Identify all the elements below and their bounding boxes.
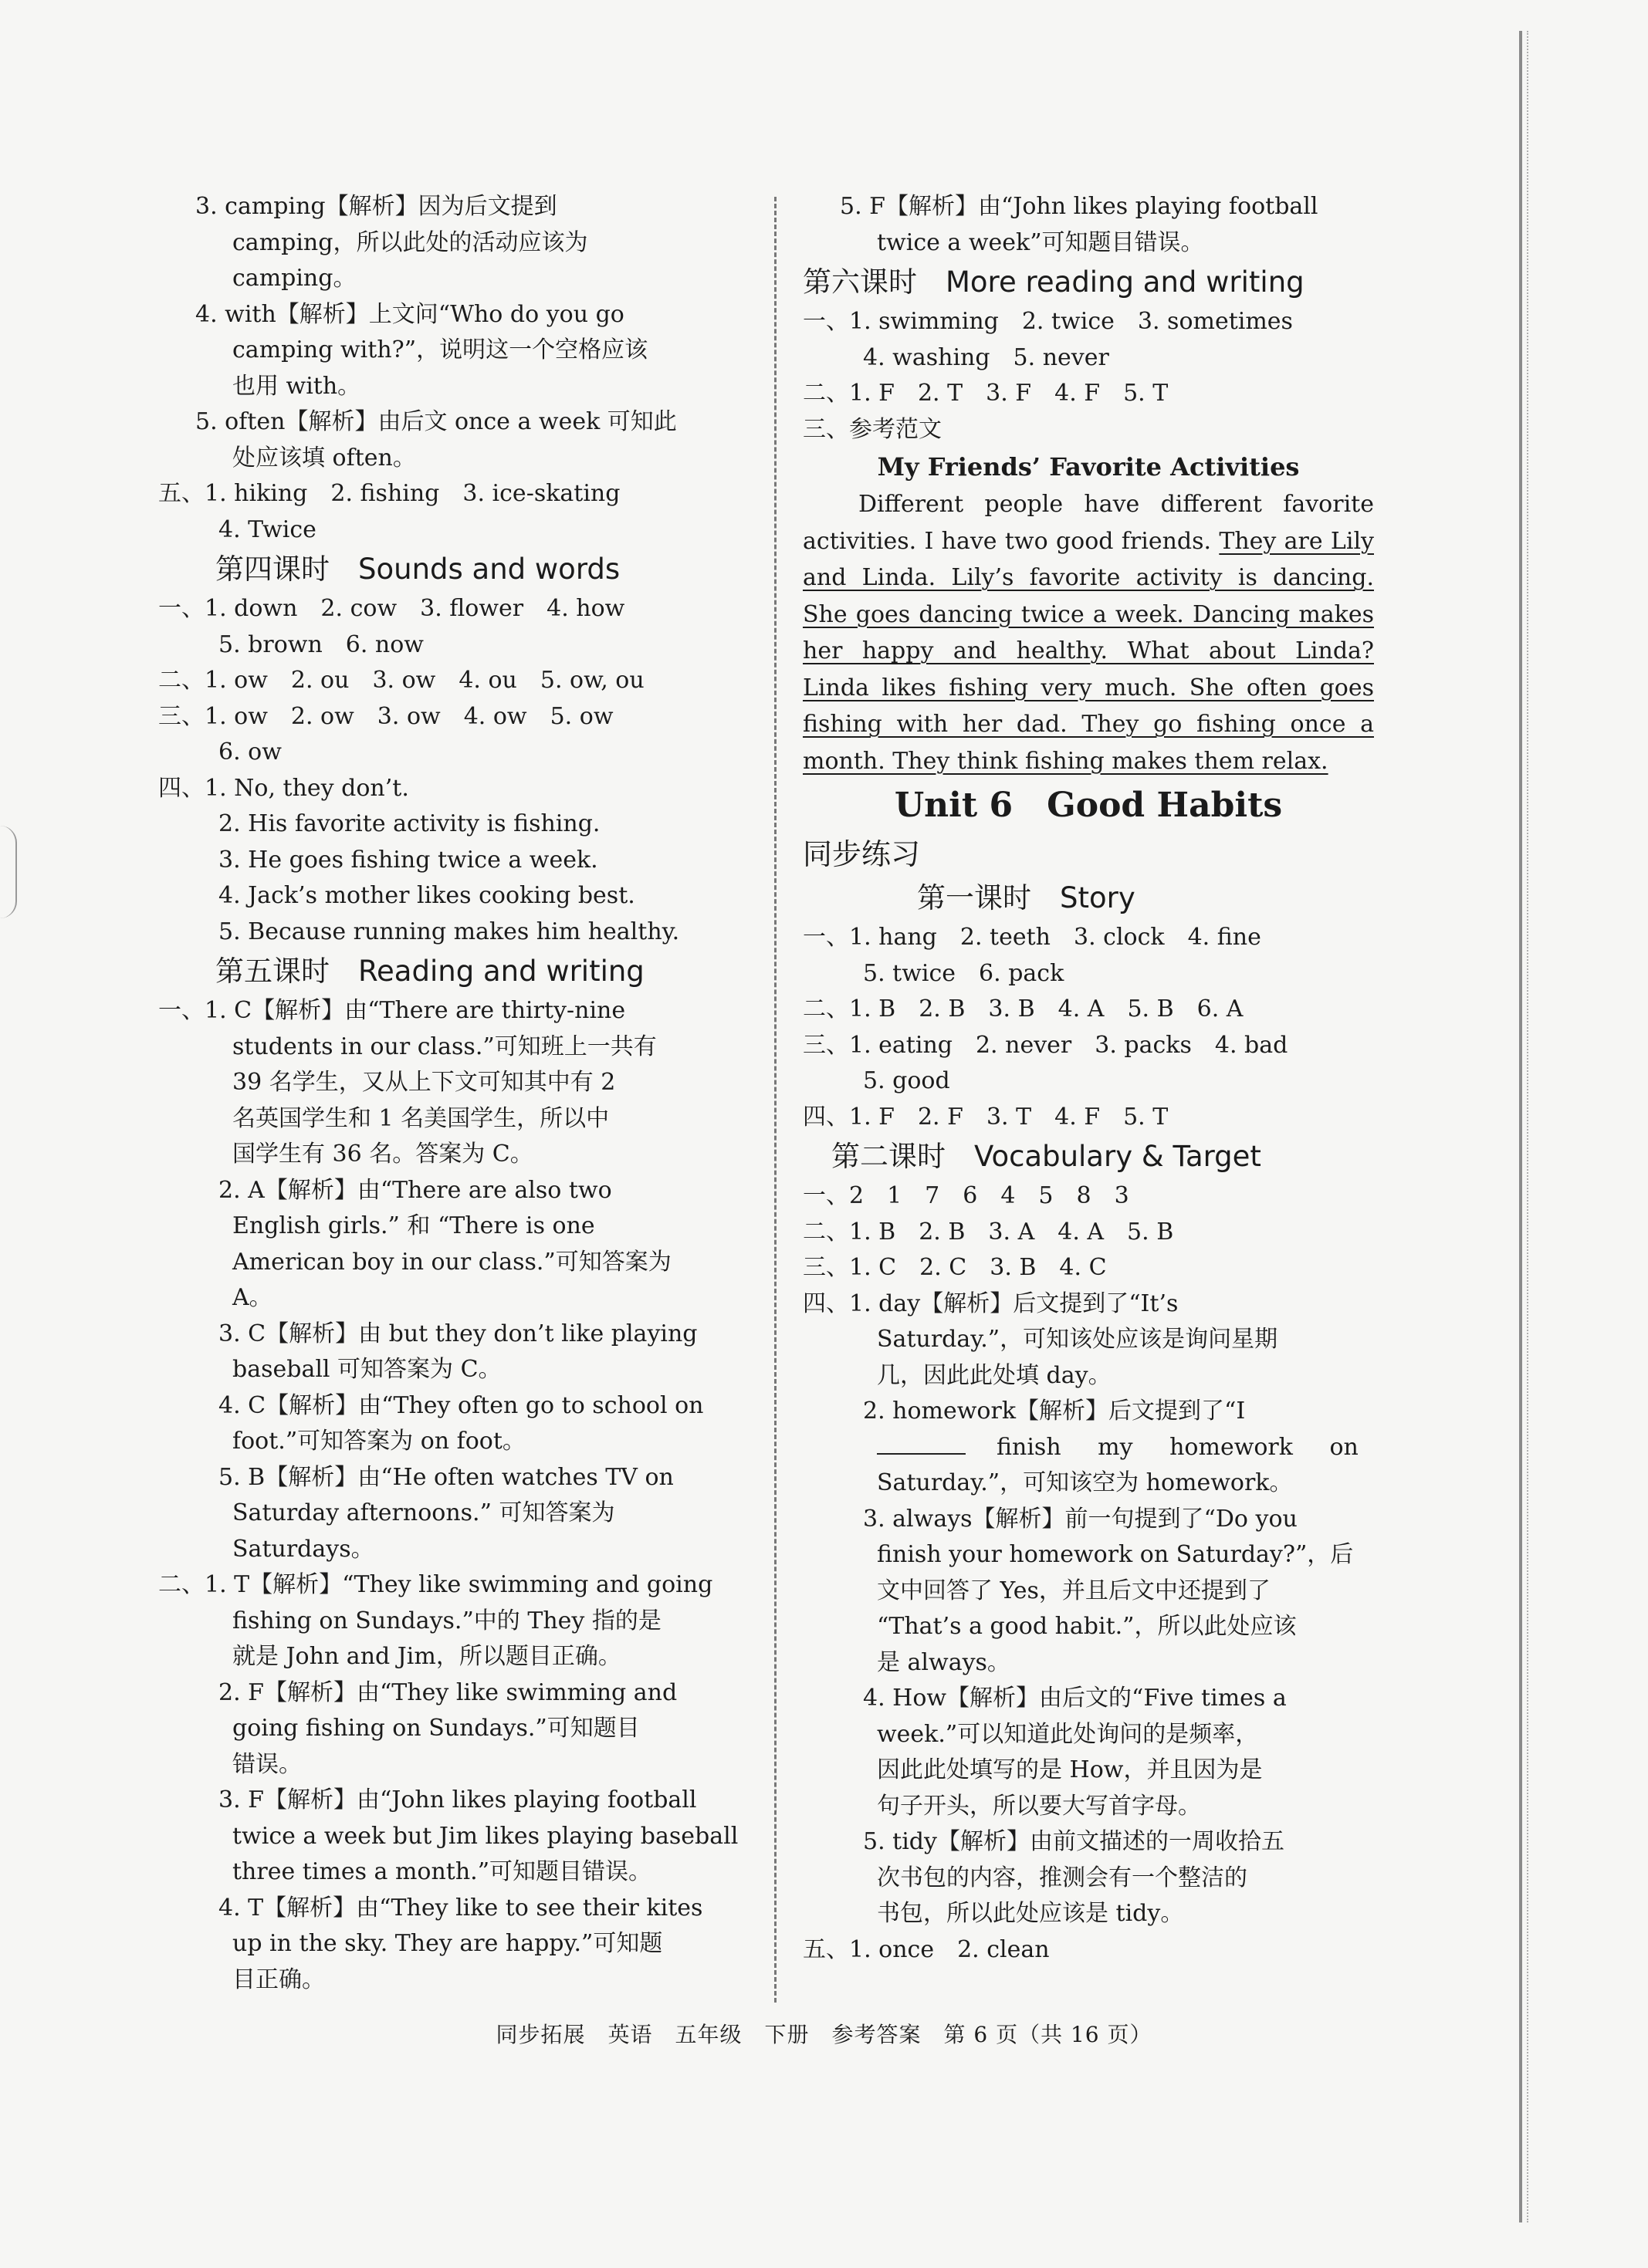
answer-line: 就是 John and Jim，所以题目正确。 [232, 1643, 621, 1670]
answer-line: students in our class.”可知班上一共有 [232, 1033, 657, 1060]
lesson-heading: 第六课时 More reading and writing [803, 265, 1305, 299]
answer-line: 也用 with。 [232, 372, 361, 400]
answer-line: 4. T【解析】由“They like to see their kites [195, 1894, 703, 1922]
answer-text: finish my homework on [997, 1433, 1359, 1461]
answer-line: 五、1. once 2. clean [803, 1935, 1050, 1963]
answer-line: 3. camping【解析】因为后文提到 [195, 193, 557, 220]
answer-line: 6. ow [195, 739, 282, 766]
answer-line: 5. F【解析】由“John likes playing football [840, 193, 1318, 220]
lesson-heading: 第五课时 Reading and writing [158, 955, 645, 988]
answer-line: 4. How【解析】由后文的“Five times a [840, 1685, 1287, 1712]
answer-line: 三、1. eating 2. never 3. packs 4. bad [803, 1031, 1288, 1059]
answer-line: 二、1. T【解析】“They like swimming and going [158, 1571, 713, 1598]
page-edge-dots [1527, 31, 1528, 2222]
answer-line: 39 名学生，又从上下文可知其中有 2 [232, 1069, 616, 1096]
answer-line: 五、1. hiking 2. fishing 3. ice-skating [158, 480, 621, 507]
answer-line: 错误。 [232, 1750, 302, 1778]
answer-line: 处应该填 often。 [232, 444, 416, 472]
page-footer: 同步拓展 英语 五年级 下册 参考答案 第 6 页（共 16 页） [496, 2022, 1152, 2047]
answer-line: baseball 可知答案为 C。 [232, 1356, 502, 1383]
answer-line: 名英国学生和 1 名美国学生，所以中 [232, 1104, 610, 1132]
answer-line: going fishing on Sundays.”可知题目 [232, 1715, 640, 1742]
section-subhead: 同步练习 [803, 837, 921, 871]
answer-line: 5. tidy【解析】由前文描述的一周收拾五 [840, 1828, 1284, 1855]
answer-line: foot.”可知答案为 on foot。 [232, 1428, 526, 1455]
unit-title: Unit 6 Good Habits [894, 786, 1283, 825]
right-top-block [803, 189, 1374, 448]
answer-line: 2. His favorite activity is fishing. [195, 810, 601, 837]
answer-line: up in the sky. They are happy.”可知题 [232, 1930, 663, 1957]
answer-line: 一、2 1 7 6 4 5 8 3 [803, 1182, 1129, 1209]
answer-line: 次书包的内容，推测会有一个整洁的 [877, 1864, 1247, 1891]
answer-line: 一、1. C【解析】由“There are thirty-nine [158, 997, 626, 1024]
answer-line: American boy in our class.”可知答案为 [232, 1248, 672, 1276]
column-divider [774, 197, 777, 2003]
answer-line: 4. Twice [195, 515, 316, 543]
answer-line: A。 [232, 1284, 272, 1311]
answer-line: three times a month.”可知题目错误。 [232, 1858, 652, 1885]
answer-line: 书包，所以此处应该是 tidy。 [877, 1900, 1184, 1927]
answer-line: 四、1. F 2. F 3. T 4. F 5. T [803, 1103, 1169, 1131]
answer-line: 2. homework【解析】后文提到了“I [840, 1398, 1246, 1425]
answer-line: 三、1. ow 2. ow 3. ow 4. ow 5. ow [158, 702, 614, 730]
answer-line: 一、1. hang 2. teeth 3. clock 4. fine [803, 924, 1261, 951]
answer-line: 3. He goes fishing twice a week. [195, 846, 598, 874]
answer-line: camping。 [232, 265, 357, 292]
answer-line: twice a week but Jim likes playing baseball [232, 1822, 739, 1850]
answer-line: camping，所以此处的活动应该为 [232, 228, 588, 256]
answer-line: 4. washing 5. never [840, 343, 1109, 371]
answer-line: 目正确。 [232, 1965, 325, 1993]
answer-line: 四、1. day【解析】后文提到了“It’s [803, 1289, 1179, 1317]
answer-line: twice a week”可知题目错误。 [877, 228, 1204, 256]
right-bottom-block [803, 877, 1374, 1968]
answer-line: Saturdays。 [232, 1535, 374, 1563]
answer-line: 4. with【解析】上文问“Who do you go [195, 300, 624, 328]
lesson-heading: 第二课时 Vocabulary & Target [803, 1140, 1261, 1173]
answer-line: camping with?”，说明这一个空格应该 [232, 336, 648, 363]
left-column [158, 189, 749, 1998]
essay-plain: Different people have different favorite activities. I have two good friends. [803, 491, 1374, 555]
answer-line: 文中回答了 Yes，并且后文中还提到了 [877, 1577, 1271, 1604]
answer-line: 5. often【解析】由后文 once a week 可知此 [195, 408, 677, 435]
answer-line: 二、1. B 2. B 3. B 4. A 5. B 6. A [803, 995, 1244, 1022]
answer-line: English girls.” 和 “There is one [232, 1212, 595, 1239]
answer-line: Saturday.”，可知该空为 homework。 [877, 1469, 1293, 1496]
answer-line: 三、1. C 2. C 3. B 4. C [803, 1254, 1107, 1281]
answer-line: 5. Because running makes him healthy. [195, 918, 680, 945]
answer-line: 一、1. swimming 2. twice 3. sometimes [803, 308, 1293, 335]
answer-line: 是 always。 [877, 1648, 1010, 1676]
binding-curve [0, 826, 17, 918]
answer-line: 3. always【解析】前一句提到了“Do you [840, 1505, 1298, 1533]
answer-line: 二、1. B 2. B 3. A 4. A 5. B [803, 1218, 1174, 1246]
lesson-heading: 第一课时 Story [803, 881, 1135, 914]
answer-line: 四、1. No, they don’t. [158, 774, 409, 802]
answer-line [803, 1430, 1374, 1466]
answer-line: fishing on Sundays.”中的 They 指的是 [232, 1607, 662, 1634]
right-column [803, 189, 1374, 1968]
answer-line: week.”可以知道此处询问的是频率， [877, 1720, 1259, 1748]
answer-line: 一、1. down 2. cow 3. flower 4. how [158, 595, 625, 622]
answer-line: 二、1. F 2. T 3. F 4. F 5. T [803, 380, 1169, 407]
lesson-heading: 第四课时 Sounds and words [158, 553, 621, 586]
answer-line: 几，因此此处填 day。 [877, 1361, 1112, 1389]
answer-line: Saturday.”，可知该处应该是询问星期 [877, 1326, 1278, 1353]
page-edge-line [1519, 31, 1522, 2222]
answer-line: 3. C【解析】由 but they don’t like playing [195, 1320, 698, 1347]
fill-blank [877, 1433, 966, 1455]
answer-line: “That’s a good habit.”，所以此处应该 [877, 1613, 1297, 1640]
essay-title: My Friends’ Favorite Activities [877, 452, 1300, 482]
answer-line: 二、1. ow 2. ou 3. ow 4. ou 5. ow, ou [158, 667, 645, 694]
answer-line: 因此此处填写的是 How，并且因为是 [877, 1756, 1263, 1783]
answer-line: 国学生有 36 名。答案为 C。 [232, 1141, 533, 1168]
answer-line: 5. B【解析】由“He often watches TV on [195, 1463, 674, 1491]
answer-line: 2. F【解析】由“They like swimming and [195, 1678, 678, 1706]
essay-body [803, 486, 1374, 779]
answer-line: 3. F【解析】由“John likes playing football [195, 1786, 697, 1813]
answer-line: 5. twice 6. pack [840, 959, 1064, 987]
answer-line: 句子开头，所以要大写首字母。 [877, 1792, 1201, 1820]
answer-line: 2. A【解析】由“There are also two [195, 1176, 612, 1204]
answer-line: 三、参考范文 [803, 415, 942, 443]
answer-line: 4. C【解析】由“They often go to school on [195, 1391, 704, 1419]
answer-line: 5. brown 6. now [195, 630, 424, 658]
answer-line: Saturday afternoons.” 可知答案为 [232, 1499, 615, 1526]
answer-line: 5. good [840, 1067, 950, 1094]
essay-underlined: They are Lily and Linda. Lily’s favorite activity is dancing. She goes dancing twice a week. Dancing makes her happy and healthy. What about Linda? Linda likes fishing very much. She often goes fishing with her dad. They go fishing once a month. They think fishing makes them relax. [803, 527, 1374, 775]
answer-line: 4. Jack’s mother likes cooking best. [195, 882, 635, 909]
answer-line: finish your homework on Saturday?”，后 [877, 1541, 1354, 1568]
